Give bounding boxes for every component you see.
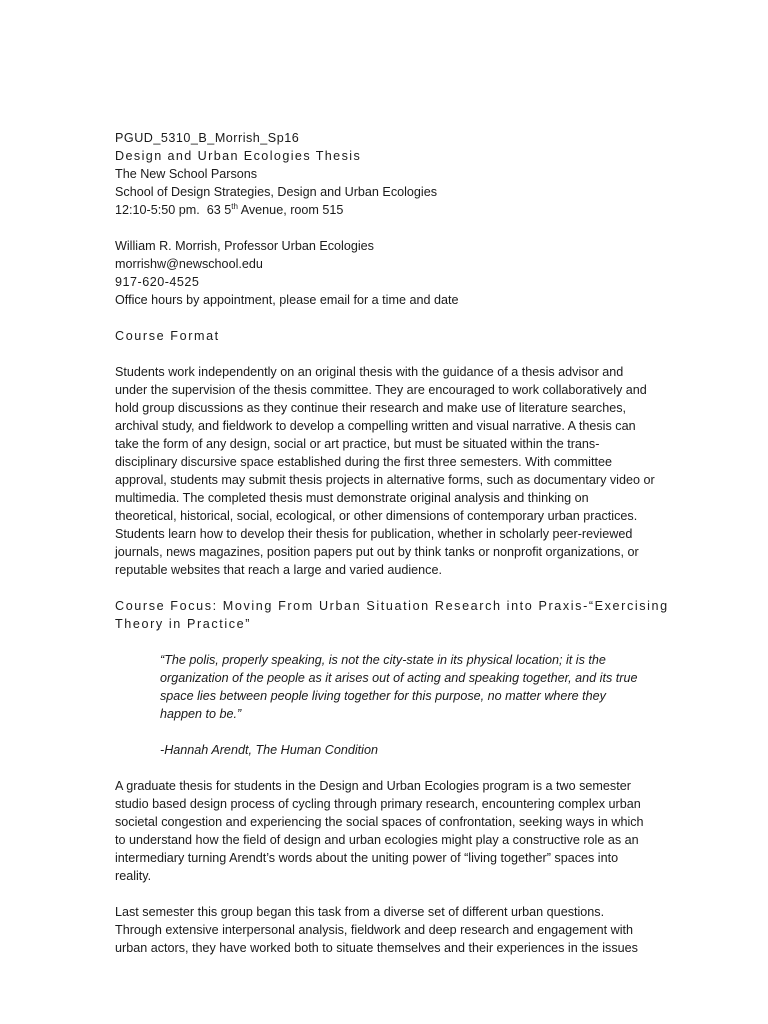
course-format-paragraph xyxy=(115,363,655,579)
text-line: theoretical, historical, social, ecological, or other dimensions of contemporary urban practices. xyxy=(115,509,638,523)
text-line: Students learn how to develop their thesis for publication, whether in scholarly peer-reviewed xyxy=(115,527,633,541)
instructor-phone: 917-620-4525 xyxy=(115,275,200,289)
last-semester-paragraph xyxy=(115,903,655,957)
quote-attribution: -Hannah Arendt, The Human Condition xyxy=(160,743,378,757)
course-focus-heading-line2: Theory in Practice” xyxy=(115,617,252,631)
text-line: to understand how the field of design and urban ecologies might play a constructive role as an xyxy=(115,833,639,847)
school-name: The New School Parsons xyxy=(115,167,258,181)
thesis-paragraph xyxy=(115,777,655,885)
text-line: reality. xyxy=(115,869,152,883)
text-line: Students work independently on an original thesis with the guidance of a thesis advisor and xyxy=(115,365,624,379)
instructor-email[interactable]: morrishw@newschool.edu xyxy=(115,257,263,271)
arendt-quote xyxy=(160,651,655,759)
text-line: under the supervision of the thesis committee. They are encouraged to work collaboratively and xyxy=(115,383,647,397)
address-post: Avenue, room 515 xyxy=(237,203,344,217)
text-line: studio based design process of cycling through primary research, encountering complex urban xyxy=(115,797,641,811)
instructor-name: William R. Morrish, Professor Urban Ecologies xyxy=(115,239,374,253)
text-line: journals, news magazines, position papers put out by think tanks or nonprofit organizations, or xyxy=(115,545,639,559)
address-sup: th xyxy=(231,201,238,211)
quote-line: “The polis, properly speaking, is not the city-state in its physical location; it is the xyxy=(160,653,606,667)
text-line: reputable websites that reach a large and varied audience. xyxy=(115,563,442,577)
course-format-heading: Course Format xyxy=(115,329,220,343)
text-line: archival study, and fieldwork to develop a compelling written and visual narrative. A thesis can xyxy=(115,419,636,433)
quote-line: organization of the people as it arises out of acting and speaking together, and its true xyxy=(160,671,638,685)
department-name: School of Design Strategies, Design and Urban Ecologies xyxy=(115,185,438,199)
text-line: approval, students may submit thesis projects in alternative forms, such as documentary video or xyxy=(115,473,655,487)
text-line: hold group discussions as they continue their research and make use of literature searches, xyxy=(115,401,627,415)
class-time: 12:10-5:50 pm. xyxy=(115,203,200,217)
text-line: Through extensive interpersonal analysis, fieldwork and deep research and engagement with xyxy=(115,923,634,937)
text-line: take the form of any design, social or art practice, but must be situated within the trans- xyxy=(115,437,600,451)
text-line: Last semester this group began this task from a diverse set of different urban questions. xyxy=(115,905,605,919)
class-time-location xyxy=(115,201,655,219)
document-page xyxy=(115,129,669,957)
text-line: urban actors, they have worked both to situate themselves and their experiences in the issues xyxy=(115,941,638,955)
address-pre: 63 5 xyxy=(206,203,232,217)
office-hours: Office hours by appointment, please email for a time and date xyxy=(115,293,459,307)
text-line: societal congestion and experiencing the social spaces of confrontation, seeking ways in which xyxy=(115,815,644,829)
text-line: intermediary turning Arendt’s words about the uniting power of “living together” spaces into xyxy=(115,851,619,865)
text-line: A graduate thesis for students in the Design and Urban Ecologies program is a two semester xyxy=(115,779,631,793)
course-header xyxy=(115,129,655,219)
course-code: PGUD_5310_B_Morrish_Sp16 xyxy=(115,131,300,145)
quote-line: happen to be.” xyxy=(160,707,242,721)
instructor-block xyxy=(115,237,655,309)
quote-line: space lies between people living together for this purpose, no matter where they xyxy=(160,689,606,703)
course-title: Design and Urban Ecologies Thesis xyxy=(115,149,362,163)
text-line: multimedia. The completed thesis must demonstrate original analysis and thinking on xyxy=(115,491,589,505)
course-focus-heading-line1: Course Focus: Moving From Urban Situation Research into Praxis-“Exercising xyxy=(115,599,669,613)
text-line: disciplinary discursive space established during the first three semesters. With committee xyxy=(115,455,612,469)
